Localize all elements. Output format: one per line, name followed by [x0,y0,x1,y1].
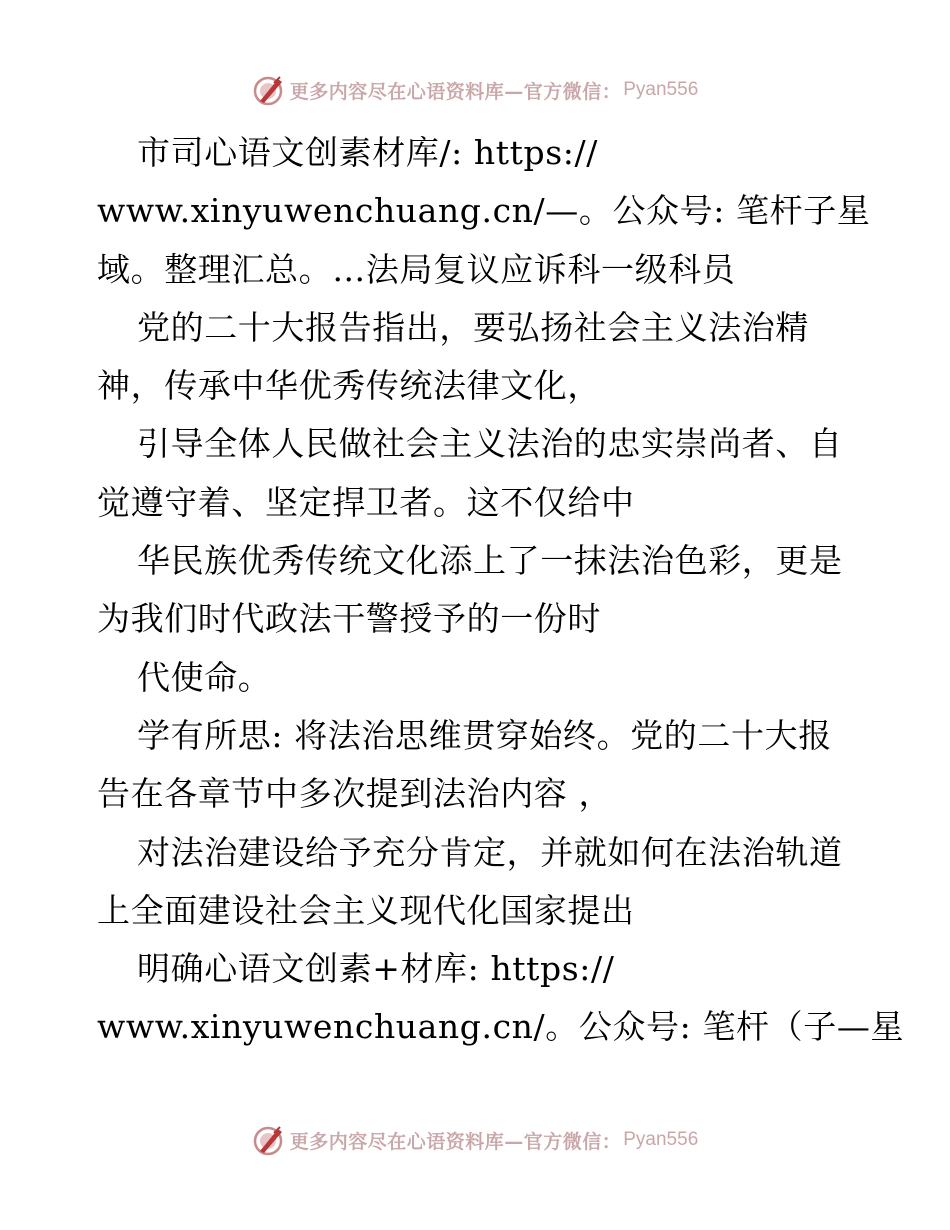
body-line-10: 代使命。 [137,657,272,697]
footer-watermark-text: 更多内容尽在心语资料库—官方微信： [289,1130,622,1153]
body-line-6: 引导全体人民做社会主义法治的忠实崇尚者、自 [137,424,843,464]
body-line-16: www.xinyuwenchuang.cn/。公众号: 笔杆（子—星 [97,1007,905,1047]
body-line-9: 为我们时代政法干警授予的一份时 [97,599,601,639]
header-watermark-wechat-id: Pyan556 [623,79,699,100]
footer-watermark-banner [0,1120,950,1160]
body-line-5: 神，传承中华优秀传统法律文化， [97,366,601,406]
body-line-14: 上全面建设社会主义现代化国家提出 [97,890,635,930]
body-line-1: 市司心语文创素材库/: https:// [137,133,598,172]
body-line-15: 明确心语文创素+材库: https:// [137,949,615,989]
header-watermark-text: 更多内容尽在心语资料库—官方微信： [289,80,622,103]
body-line-12: 告在各章节中多次提到法治内容 ， [97,774,613,814]
footer-watermark-wechat-id: Pyan556 [623,1129,699,1150]
body-line-4: 党的二十大报告指出，要弘扬社会主义法治精 [137,307,809,347]
body-line-11: 学有所思: 将法治思维贯穿始终。党的二十大报 [137,715,832,755]
body-line-2: www.xinyuwenchuang.cn/—。公众号: 笔杆子星 [97,191,871,231]
body-line-8: 华民族优秀传统文化添上了一抹法治色彩，更是 [137,541,843,581]
quill-logo-icon [252,73,286,107]
header-watermark-banner [0,70,950,110]
body-line-3: 域。整理汇总。…法局复议应诉科一级科员 [97,249,736,289]
quill-logo-icon [252,1123,286,1157]
body-line-13: 对法治建设给予充分肯定，并就如何在法治轨道 [137,832,843,872]
body-line-7: 觉遵守着、坚定捍卫者。这不仅给中 [97,482,635,522]
document-body [97,124,905,1057]
